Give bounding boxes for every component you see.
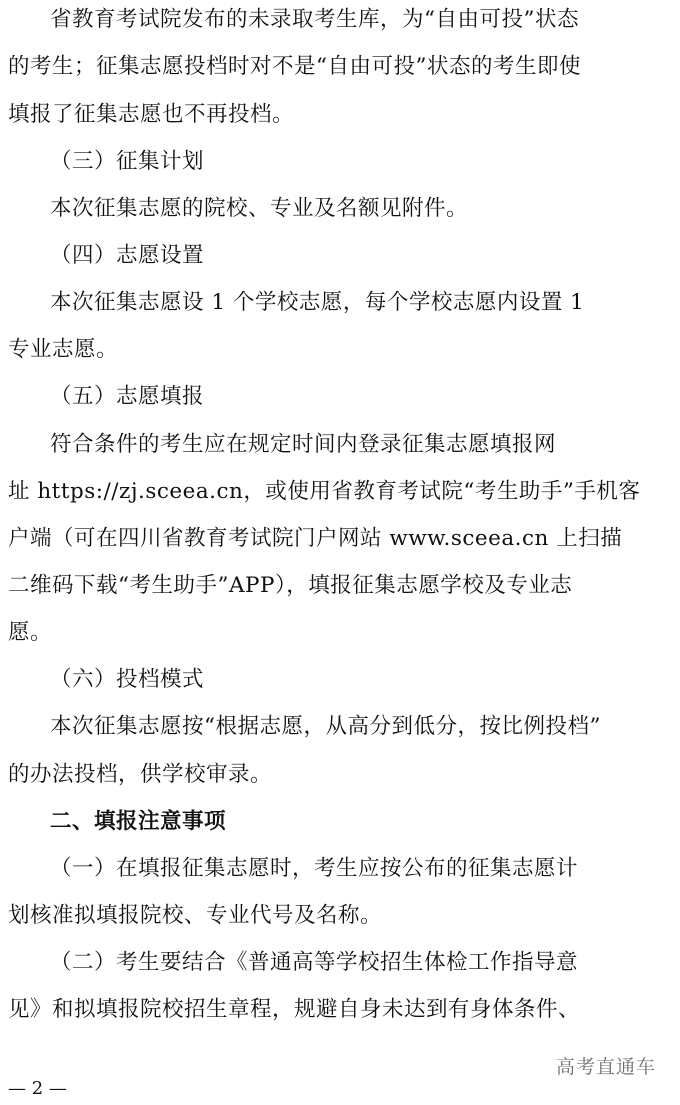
paragraph-line: 填报了征集志愿也不再投档。 bbox=[8, 102, 295, 127]
section-heading: （六）投档模式 bbox=[50, 667, 205, 692]
page-number: — 2 — bbox=[8, 1078, 67, 1099]
paragraph-line: 省教育考试院发布的未录取考生库，为“自由可投”状态 bbox=[50, 7, 579, 32]
section-heading: （五）志愿填报 bbox=[50, 384, 205, 409]
paragraph-line: 划核准拟填报院校、专业代号及名称。 bbox=[8, 903, 383, 928]
paragraph-line: 本次征集志愿的院校、专业及名额见附件。 bbox=[50, 196, 469, 221]
paragraph-line: 见》和拟填报院校招生章程，规避自身未达到有身体条件、 bbox=[8, 997, 581, 1022]
chapter-heading: 二、填报注意事项 bbox=[50, 809, 227, 834]
paragraph-line: 专业志愿。 bbox=[8, 337, 119, 362]
paragraph-line: （一）在填报征集志愿时，考生应按公布的征集志愿计 bbox=[50, 856, 579, 881]
paragraph-line: 户端（可在四川省教育考试院门户网站 www.sceea.cn 上扫描 bbox=[8, 526, 623, 551]
paragraph-line: 二维码下载“考生助手”APP），填报征集志愿学校及专业志 bbox=[8, 573, 573, 598]
section-heading: （四）志愿设置 bbox=[50, 243, 205, 268]
section-heading: （三）征集计划 bbox=[50, 149, 205, 174]
paragraph-line: 的考生；征集志愿投档时对不是“自由可投”状态的考生即使 bbox=[8, 54, 581, 79]
paragraph-line: 本次征集志愿按“根据志愿，从高分到低分，按比例投档” bbox=[50, 714, 601, 739]
paragraph-line: 符合条件的考生应在规定时间内登录征集志愿填报网 bbox=[50, 432, 557, 457]
paragraph-line: 本次征集志愿设 1 个学校志愿，每个学校志愿内设置 1 bbox=[50, 290, 585, 315]
paragraph-line: 址 https://zj.sceea.cn，或使用省教育考试院“考生助手”手机客 bbox=[8, 479, 641, 504]
paragraph-line: （二）考生要结合《普通高等学校招生体检工作指导意 bbox=[50, 950, 579, 975]
paragraph-line: 愿。 bbox=[8, 620, 53, 645]
paragraph-line: 的办法投档，供学校审录。 bbox=[8, 762, 273, 787]
watermark: 高考直通车 bbox=[555, 1056, 656, 1078]
